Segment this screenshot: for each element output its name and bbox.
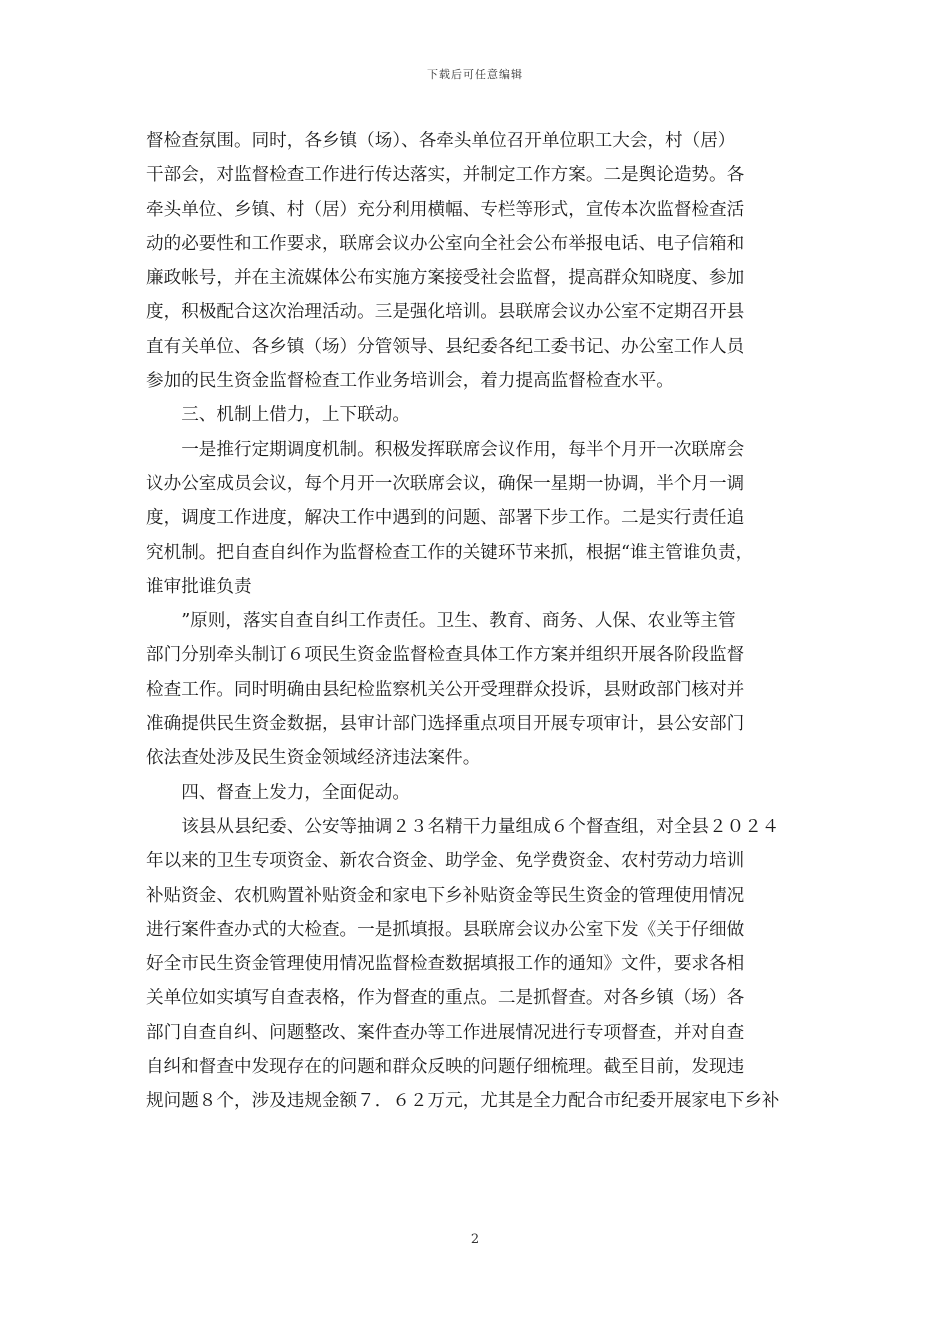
text-line: 部门自查自纠、问题整改、案件查办等工作进展情况进行专项督查，并对自查 [146, 1022, 745, 1043]
text-line: 度，积极配合这次治理活动。三是强化培训。县联席会议办公室不定期召开县 [146, 302, 745, 323]
text-line: 准确提供民生资金数据，县审计部门选择重点项目开展专项审计，县公安部门 [146, 714, 745, 735]
text-line: 关单位如实填写自查表格，作为督查的重点。二是抓督查。对各乡镇（场）各 [146, 988, 745, 1009]
text-line: 一是推行定期调度机制。积极发挥联席会议作用，每半个月开一次联席会 [146, 439, 745, 460]
text-line: 度，调度工作进度，解决工作中遇到的问题、部署下步工作。二是实行责任追 [146, 508, 745, 529]
text-line: 谁审批谁负责 [146, 576, 252, 597]
text-line: 参加的民生资金监督检查工作业务培训会，着力提高监督检查水平。 [146, 371, 674, 392]
text-line: 好全市民生资金管理使用情况监督检查数据填报工作的通知》文件，要求各相 [146, 954, 745, 975]
section-heading: 三、机制上借力，上下联动。 [146, 405, 410, 426]
text-line: 进行案件查办式的大检查。一是抓填报。县联席会议办公室下发《关于仔细做 [146, 919, 745, 940]
text-line: 廉政帐号，并在主流媒体公布实施方案接受社会监督，提高群众知晓度、参加 [146, 268, 745, 289]
text-line: 督检查氛围。同时，各乡镇（场）、各牵头单位召开单位职工大会，村（居） [146, 131, 736, 151]
text-line: 议办公室成员会议，每个月开一次联席会议，确保一星期一协调，半个月一调 [146, 473, 745, 494]
text-line: 该县从县纪委、公安等抽调２３名精干力量组成６个督查组，对全县２０２４ [146, 816, 780, 837]
text-line: 规问题８个，涉及违规金额７．６２万元，尤其是全力配合市纪委开展家电下乡补 [146, 1091, 780, 1112]
text-line: 直有关单位、各乡镇（场）分管领导、县纪委各纪工委书记、办公室工作人员 [146, 336, 745, 357]
section-heading: 四、督查上发力，全面促动。 [146, 782, 410, 803]
text-line: 自纠和督查中发现存在的问题和群众反映的问题仔细梳理。截至目前，发现违 [146, 1057, 745, 1078]
text-line: 检查工作。同时明确由县纪检监察机关公开受理群众投诉，县财政部门核对并 [146, 679, 745, 700]
text-line: ”原则，落实自查自纠工作责任。卫生、教育、商务、人保、农业等主管 [146, 611, 736, 632]
text-line: 部门分别牵头制订６项民生资金监督检查具体工作方案并组织开展各阶段监督 [146, 645, 745, 666]
text-line: 牵头单位、乡镇、村（居）充分利用横幅、专栏等形式，宣传本次监督检查活 [146, 199, 745, 220]
text-line: 依法查处涉及民生资金领域经济违法案件。 [146, 748, 481, 769]
text-line: 究机制。把自查自纠作为监督检查工作的关键环节来抓，根据“谁主管谁负责， [146, 542, 754, 563]
text-line: 干部会，对监督检查工作进行传达落实，并制定工作方案。二是舆论造势。各 [146, 165, 745, 186]
page-header: 下载后可任意编辑 [427, 68, 523, 81]
text-line: 年以来的卫生专项资金、新农合资金、助学金、免学费资金、农村劳动力培训 [146, 851, 745, 872]
text-line: 补贴资金、农机购置补贴资金和家电下乡补贴资金等民生资金的管理使用情况 [146, 885, 745, 906]
page-number: 2 [470, 1232, 480, 1247]
document-body [146, 124, 812, 1119]
text-line: 动的必要性和工作要求，联席会议办公室向全社会公布举报电话、电子信箱和 [146, 233, 745, 254]
